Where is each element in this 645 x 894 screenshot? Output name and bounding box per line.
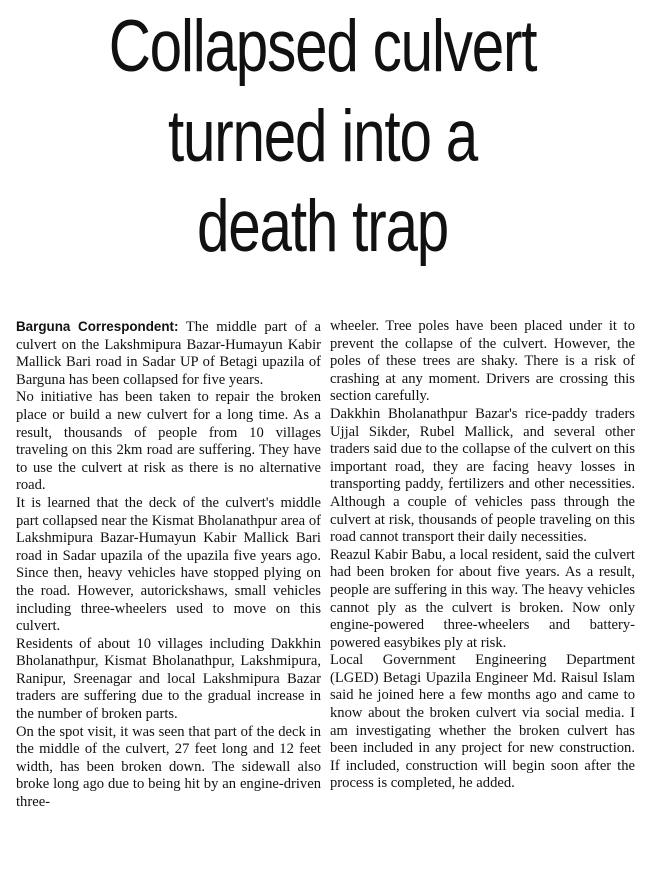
headline — [65, 2, 581, 272]
body-paragraph: Reazul Kabir Babu, a local resident, said the culvert had been broken for about five years. As a result, people are suffering in this way. The heavy vehicles cannot ply as the culvert is broken. Now only engine-powered three-wheelers and battery-powered easybikes ply at risk. — [330, 546, 635, 651]
byline: Barguna Correspondent: — [16, 319, 179, 334]
body-paragraph: It is learned that the deck of the culvert's middle part collapsed near the Kismat Bholanathpur area of Lakshmipura Bazar-Humayun Kabir Mallick Bari road in Sadar upazila of the upazila five years ago. Since then, heavy vehicles have stopped plying on the road. However, autorickshaws, small vehicles including three-wheelers used to move on this culvert. — [16, 494, 321, 635]
headline-line-1: Collapsed culvert — [108, 6, 537, 87]
headline-line-2: turned into a — [167, 96, 478, 177]
body-paragraph: Residents of about 10 villages including Dakkhin Bholanathpur, Kismat Bholanathpur, Lakshmipura, Ranipur, Sreenagar and local Lakshmipura Bazar traders are suffering due to the gradual increase in the number of broken parts. — [16, 635, 321, 723]
body-paragraph: On the spot visit, it was seen that part of the deck in the middle of the culvert, 27 feet long and 12 feet width, has been broken down. The sidewall also broke long ago due to being hit by an engine-driven three- — [16, 723, 321, 811]
lead-paragraph — [16, 318, 321, 389]
headline-line-3: death trap — [197, 186, 448, 267]
body-paragraph: No initiative has been taken to repair the broken place or build a new culvert for a long time. As a result, thousands of people from 10 villages traveling on this 2km road are suffering. They have to use the culvert at risk as there is no alternative road. — [16, 389, 321, 494]
body-paragraph: Local Government Engineering Department (LGED) Betagi Upazila Engineer Md. Raisul Islam said he joined here a few months ago and came to know about the broken culvert via social media. I am investigating whether the broken culvert has been included in any project for new construction. If included, construction will begin soon after the process is completed, he added. — [330, 652, 635, 792]
article-column-right — [330, 318, 635, 793]
body-paragraph: wheeler. Tree poles have been placed under it to prevent the collapse of the culvert. However, the poles of these trees are shaky. There is a risk of crashing at any moment. Drivers are crossing this section carefully. — [330, 318, 635, 405]
body-paragraph: Dakkhin Bholanathpur Bazar's rice-paddy traders Ujjal Sikder, Rubel Mallick, and several other traders said due to the collapse of the culvert on this important road, they are facing heavy losses in transporting paddy, fertilizers and other necessities. Although a couple of vehicles pass through the culvert at risk, thousands of people traveling on this road cannot transport their daily necessities. — [330, 405, 635, 546]
article-column-left — [16, 318, 321, 812]
lead-text: The middle part of a culvert on the Lakshmipura Bazar-Humayun Kabir Mallick Bari road in Sadar UP of Betagi upazila of Barguna has been collapsed for five years. — [16, 319, 321, 388]
